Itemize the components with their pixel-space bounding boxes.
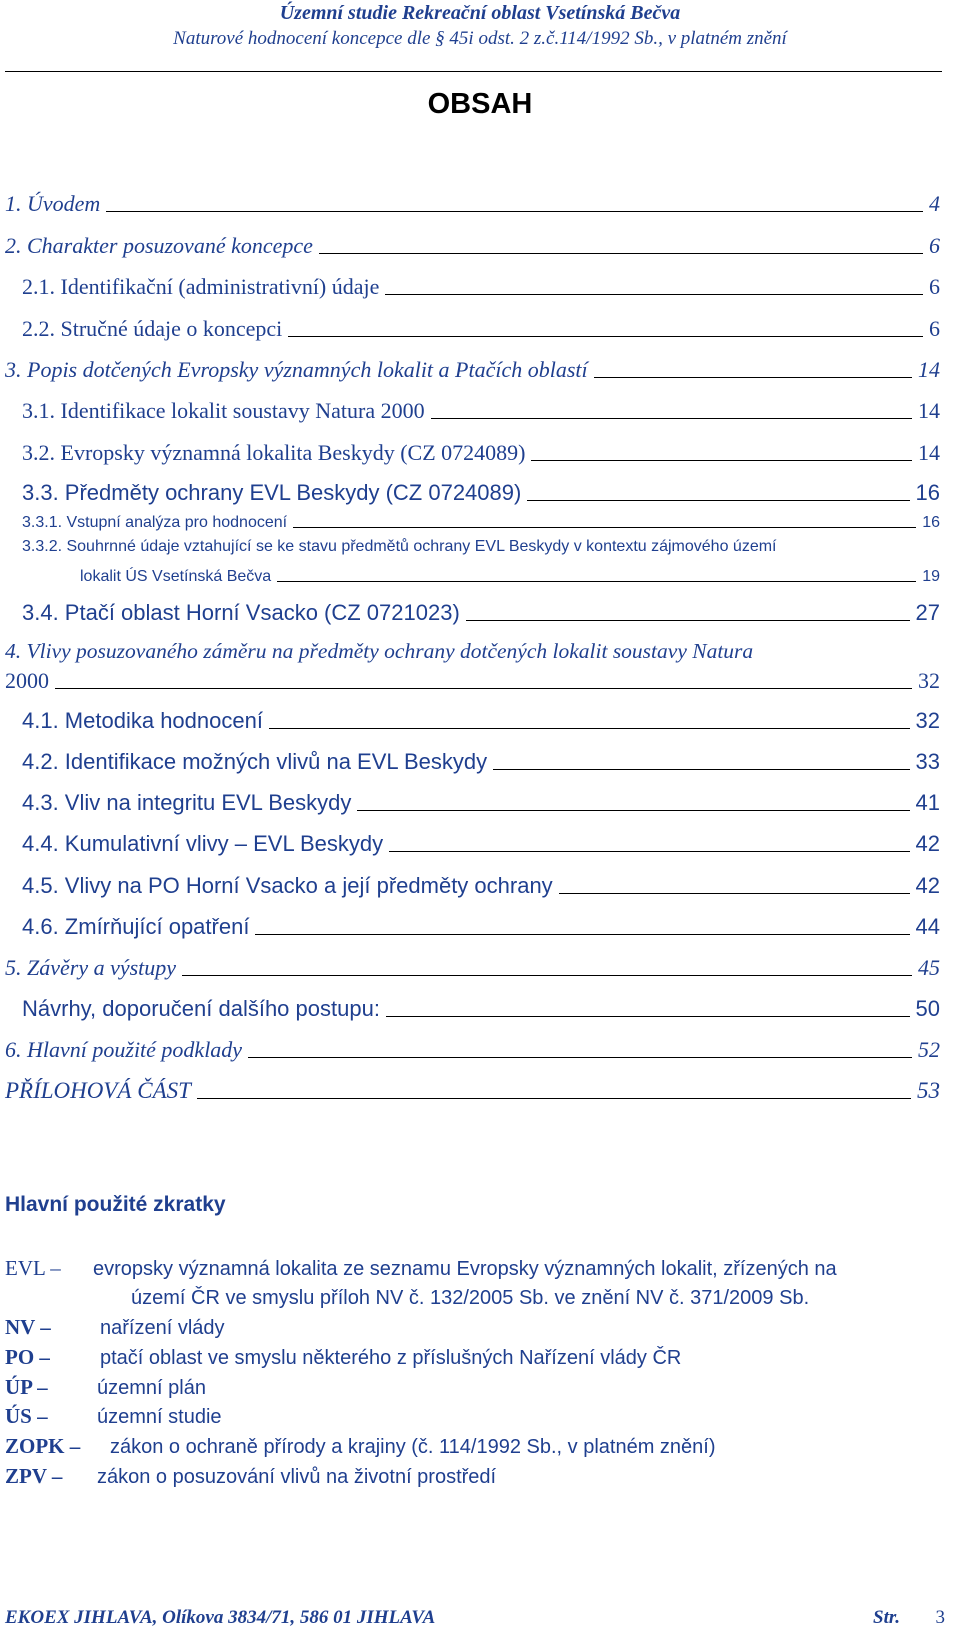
toc-label: 4.6. Zmírňující opatření bbox=[22, 914, 250, 939]
page-footer bbox=[5, 1607, 945, 1633]
header-divider bbox=[5, 71, 942, 72]
toc-page: 14 bbox=[918, 357, 940, 382]
toc-label: 4. Vlivy posuzovaného záměru na předměty ochrany dotčených lokalit soustavy Natura bbox=[5, 639, 754, 663]
abbr-desc: evropsky významná lokalita ze seznamu Evropsky významných lokalit, zřízených na bbox=[93, 1258, 837, 1280]
toc-label: 2.1. Identifikační (administrativní) údaje bbox=[22, 274, 380, 299]
abbr-desc: zákon o ochraně přírody a krajiny (č. 114/1992 Sb., v platném znění) bbox=[110, 1436, 716, 1458]
toc-entry[interactable] bbox=[22, 438, 940, 466]
toc-entry[interactable] bbox=[22, 788, 940, 816]
toc-page: 53 bbox=[917, 1078, 940, 1103]
toc-label: 3. Popis dotčených Evropsky významných lokalit a Ptačích oblastí bbox=[5, 357, 588, 382]
toc-entry[interactable] bbox=[22, 747, 940, 775]
toc-page: 4 bbox=[929, 191, 940, 216]
toc-entry[interactable] bbox=[5, 355, 940, 383]
toc-page: 6 bbox=[929, 233, 940, 258]
toc-entry[interactable] bbox=[22, 829, 940, 857]
toc-entry[interactable] bbox=[22, 598, 940, 626]
toc-label: 1. Úvodem bbox=[5, 191, 101, 216]
toc-entry-line1[interactable] bbox=[5, 636, 940, 664]
abbr-code: EVL – bbox=[5, 1256, 61, 1280]
toc-label: 4.2. Identifikace možných vlivů na EVL Beskydy bbox=[22, 749, 488, 774]
abbr-code: ZPV – bbox=[5, 1464, 63, 1488]
abbr-desc: územní plán bbox=[97, 1377, 206, 1399]
toc-entry[interactable] bbox=[5, 231, 940, 259]
toc-page: 32 bbox=[918, 668, 940, 693]
toc-label: Návrhy, doporučení dalšího postupu: bbox=[22, 996, 380, 1021]
toc-page: 42 bbox=[915, 831, 940, 856]
toc-page: 6 bbox=[929, 274, 940, 299]
header-title: Územní studie Rekreační oblast Vsetínská Bečva bbox=[279, 2, 681, 24]
toc-page: 50 bbox=[915, 996, 940, 1021]
abbr-desc-cont: území ČR ve smyslu příloh NV č. 132/2005 Sb. ve znění NV č. 371/2009 Sb. bbox=[131, 1287, 810, 1309]
toc-label: 6. Hlavní použité podklady bbox=[5, 1037, 243, 1062]
toc-label: 4.5. Vlivy na PO Horní Vsacko a její předměty ochrany bbox=[22, 873, 553, 898]
toc-label: 2.2. Stručné údaje o koncepci bbox=[22, 316, 283, 341]
toc-entry[interactable] bbox=[5, 666, 940, 694]
header-subtitle: Naturové hodnocení koncepce dle § 45i odst. 2 z.č.114/1992 Sb., v platném znění bbox=[173, 28, 787, 49]
toc-entry[interactable] bbox=[5, 1035, 940, 1063]
footer-page-label: Str. bbox=[873, 1607, 900, 1628]
toc-entry[interactable] bbox=[22, 510, 940, 532]
toc-entry[interactable] bbox=[22, 871, 940, 899]
toc-label: 3.4. Ptačí oblast Horní Vsacko (CZ 0721023) bbox=[22, 600, 460, 625]
toc-page: 52 bbox=[918, 1037, 940, 1062]
toc-label: 3.2. Evropsky významná lokalita Beskydy (CZ 0724089) bbox=[22, 440, 526, 465]
toc-label: 4.3. Vliv na integritu EVL Beskydy bbox=[22, 790, 352, 815]
toc-page: 27 bbox=[915, 600, 940, 625]
toc-entry[interactable] bbox=[22, 314, 940, 342]
toc-entry[interactable] bbox=[80, 564, 940, 586]
toc-page: 42 bbox=[915, 873, 940, 898]
toc-label: 4.4. Kumulativní vlivy – EVL Beskydy bbox=[22, 831, 384, 856]
abbr-desc: zákon o posuzování vlivů na životní prostředí bbox=[97, 1466, 497, 1488]
page-title: OBSAH bbox=[427, 88, 533, 120]
abbr-code: PO – bbox=[5, 1345, 50, 1369]
abbr-desc: nařízení vlády bbox=[100, 1317, 225, 1339]
abbr-code: NV – bbox=[5, 1315, 51, 1339]
toc-page: 14 bbox=[918, 440, 940, 465]
toc-page: 45 bbox=[918, 955, 940, 980]
abbreviations-title: Hlavní použité zkratky bbox=[5, 1193, 226, 1216]
toc-label-cont: lokalit ÚS Vsetínská Bečva bbox=[80, 568, 272, 585]
abbr-code: ÚS – bbox=[5, 1404, 48, 1428]
abbr-desc: ptačí oblast ve smyslu některého z příslušných Nařízení vlády ČR bbox=[100, 1347, 682, 1369]
abbr-desc: územní studie bbox=[97, 1406, 222, 1428]
toc-page: 14 bbox=[918, 398, 940, 423]
toc-entry[interactable] bbox=[5, 953, 940, 981]
toc-page: 33 bbox=[915, 749, 940, 774]
toc-entry[interactable] bbox=[22, 912, 940, 940]
toc-label: 3.1. Identifikace lokalit soustavy Natura 2000 bbox=[22, 398, 425, 423]
toc-label: PŘÍLOHOVÁ ČÁST bbox=[5, 1078, 191, 1103]
toc-entry[interactable] bbox=[5, 189, 940, 217]
toc-page: 6 bbox=[929, 316, 940, 341]
toc-entry[interactable] bbox=[22, 272, 940, 300]
toc-page: 32 bbox=[915, 708, 940, 733]
toc-entry[interactable] bbox=[22, 396, 940, 424]
toc-label: 3.3. Předměty ochrany EVL Beskydy (CZ 0724089) bbox=[22, 480, 522, 505]
toc-label-cont: 2000 bbox=[5, 668, 49, 693]
toc-page: 16 bbox=[915, 480, 940, 505]
toc-entry[interactable] bbox=[22, 706, 940, 734]
toc-page: 41 bbox=[915, 790, 940, 815]
toc-label: 5. Závěry a výstupy bbox=[5, 955, 177, 980]
toc-page: 16 bbox=[922, 514, 940, 531]
toc-label: 2. Charakter posuzované koncepce bbox=[5, 233, 313, 258]
toc-label: 3.3.1. Vstupní analýza pro hodnocení bbox=[22, 514, 288, 531]
toc-entry[interactable] bbox=[5, 1076, 940, 1104]
toc-page: 19 bbox=[922, 568, 940, 585]
toc-entry[interactable] bbox=[22, 994, 940, 1022]
footer-company: EKOEX JIHLAVA, Olíkova 3834/71, 586 01 JIHLAVA bbox=[5, 1607, 436, 1628]
toc-label: 4.1. Metodika hodnocení bbox=[22, 708, 263, 733]
toc-page: 44 bbox=[915, 914, 940, 939]
abbr-code: ÚP – bbox=[5, 1375, 48, 1399]
abbr-code: ZOPK – bbox=[5, 1434, 81, 1458]
toc-entry[interactable] bbox=[22, 478, 940, 506]
footer-page-number: 3 bbox=[935, 1607, 945, 1628]
toc-label[interactable]: 3.3.2. Souhrnné údaje vztahující se ke stavu předmětů ochrany EVL Beskydy v kontextu zájmového území bbox=[22, 538, 777, 555]
